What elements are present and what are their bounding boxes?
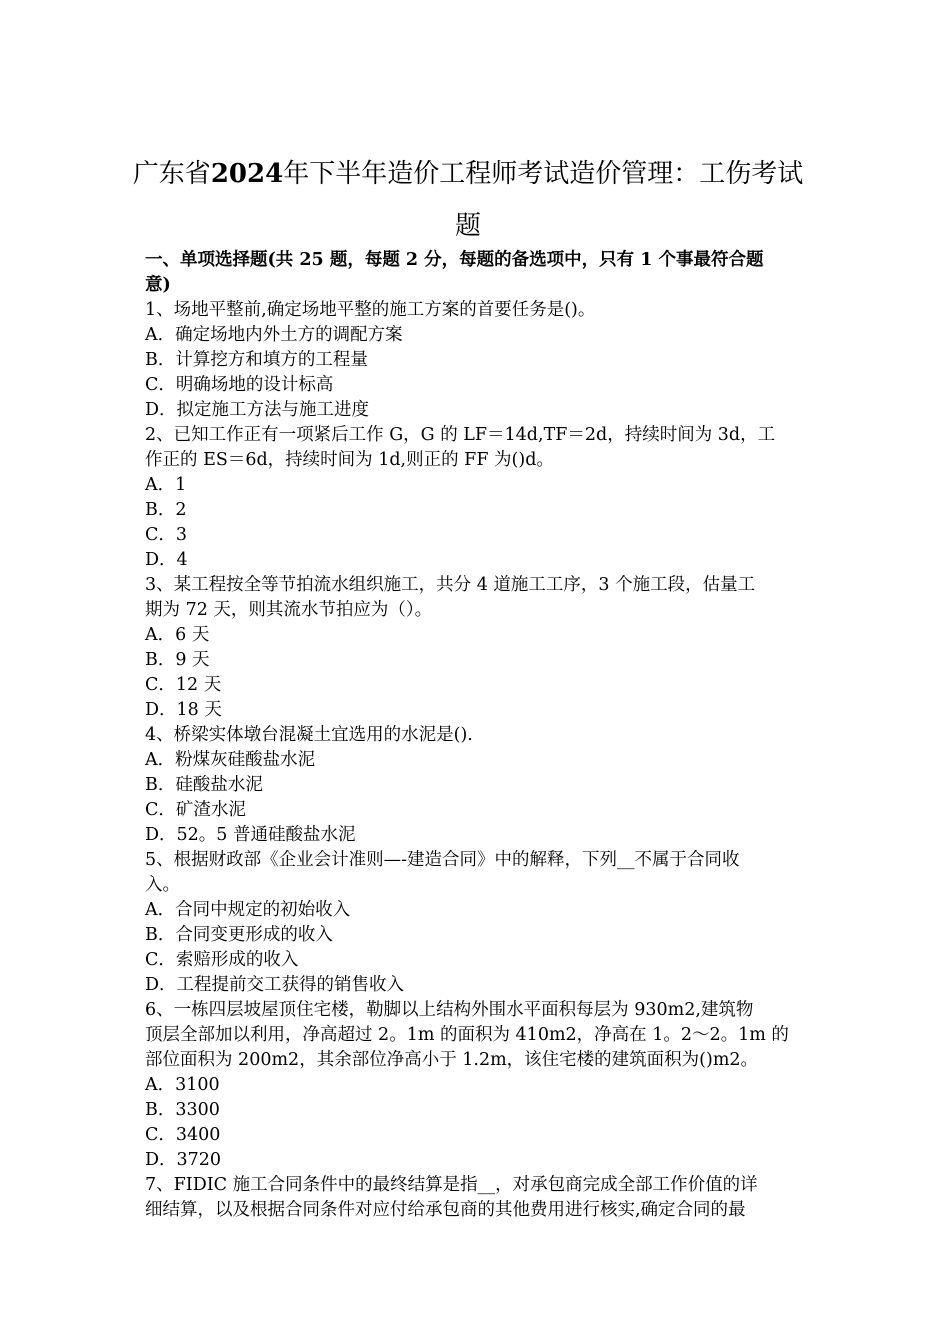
title-prefix: 广东省 bbox=[132, 159, 211, 189]
document-body bbox=[145, 248, 810, 1223]
text-line: D．18 天 bbox=[145, 700, 222, 720]
text-line: C．明确场地的设计标高 bbox=[145, 375, 334, 395]
text-line: 7、FIDIC 施工合同条件中的最终结算是指__，对承包商完成全部工作价值的详 bbox=[145, 1175, 758, 1195]
text-line: B．合同变更形成的收入 bbox=[145, 925, 333, 945]
text-line: D．3720 bbox=[145, 1150, 222, 1170]
text-line: D．工程提前交工获得的销售收入 bbox=[145, 975, 405, 995]
title-year: 2024 bbox=[210, 159, 284, 189]
text-line: A．合同中规定的初始收入 bbox=[145, 900, 351, 920]
text-line: 1、场地平整前,确定场地平整的施工方案的首要任务是()。 bbox=[145, 300, 596, 320]
title-suffix: 年下半年造价工程师考试造价管理：工伤考试 bbox=[283, 159, 804, 189]
title-line-2: 题 bbox=[454, 211, 481, 241]
text-line: C．3 bbox=[145, 525, 188, 545]
section-heading-line-2: 意) bbox=[145, 275, 171, 295]
text-line: C．矿渣水泥 bbox=[145, 800, 246, 820]
text-line: D．4 bbox=[145, 550, 188, 570]
text-line: C．12 天 bbox=[145, 675, 222, 695]
text-line: 5、根据财政部《企业会计准则—-建造合同》中的解释，下列__不属于合同收 bbox=[145, 850, 740, 870]
text-line: D．拟定施工方法与施工进度 bbox=[145, 400, 370, 420]
text-line: A．粉煤灰硅酸盐水泥 bbox=[145, 750, 316, 770]
section-heading-line-1: 一、单项选择题(共 25 题，每题 2 分，每题的备选项中，只有 1 个事最符合题 bbox=[145, 250, 764, 270]
text-line: 作正的 ES＝6d，持续时间为 1d,则正的 FF 为()d。 bbox=[145, 450, 554, 470]
text-line: A．1 bbox=[145, 475, 187, 495]
document-title bbox=[118, 148, 818, 252]
text-line: 4、桥梁实体墩台混凝土宜选用的水泥是(). bbox=[145, 725, 473, 745]
question-list bbox=[145, 298, 810, 1223]
text-line: B．3300 bbox=[145, 1100, 220, 1120]
title-line-1 bbox=[118, 148, 818, 200]
text-line: 2、已知工作正有一项紧后工作 G，G 的 LF＝14d,TF＝2d，持续时间为 3d，工 bbox=[145, 425, 776, 445]
text-line: 6、一栋四层坡屋顶住宅楼，勒脚以上结构外围水平面积每层为 930m2,建筑物 bbox=[145, 1000, 754, 1020]
text-line: B．2 bbox=[145, 500, 187, 520]
text-line: A．6 天 bbox=[145, 625, 210, 645]
text-line: B．硅酸盐水泥 bbox=[145, 775, 263, 795]
text-line: B．9 天 bbox=[145, 650, 210, 670]
text-line: 顶层全部加以利用，净高超过 2。1m 的面积为 410m2，净高在 1。2～2。1m 的 bbox=[145, 1025, 789, 1045]
text-line: B．计算挖方和填方的工程量 bbox=[145, 350, 368, 370]
text-line: C．索赔形成的收入 bbox=[145, 950, 299, 970]
text-line: D．52。5 普通硅酸盐水泥 bbox=[145, 825, 356, 845]
text-line: A．确定场地内外土方的调配方案 bbox=[145, 325, 403, 345]
text-line: C．3400 bbox=[145, 1125, 221, 1145]
text-line: 入。 bbox=[145, 875, 180, 895]
text-line: A．3100 bbox=[145, 1075, 220, 1095]
text-line: 部位面积为 200m2，其余部位净高小于 1.2m，该住宅楼的建筑面积为()m2。 bbox=[145, 1050, 759, 1070]
text-line: 期为 72 天，则其流水节拍应为（）。 bbox=[145, 600, 433, 620]
text-line: 3、某工程按全等节拍流水组织施工，共分 4 道施工工序，3 个施工段，估量工 bbox=[145, 575, 756, 595]
text-line: 细结算，以及根据合同条件对应付给承包商的其他费用进行核实,确定合同的最 bbox=[145, 1200, 746, 1220]
